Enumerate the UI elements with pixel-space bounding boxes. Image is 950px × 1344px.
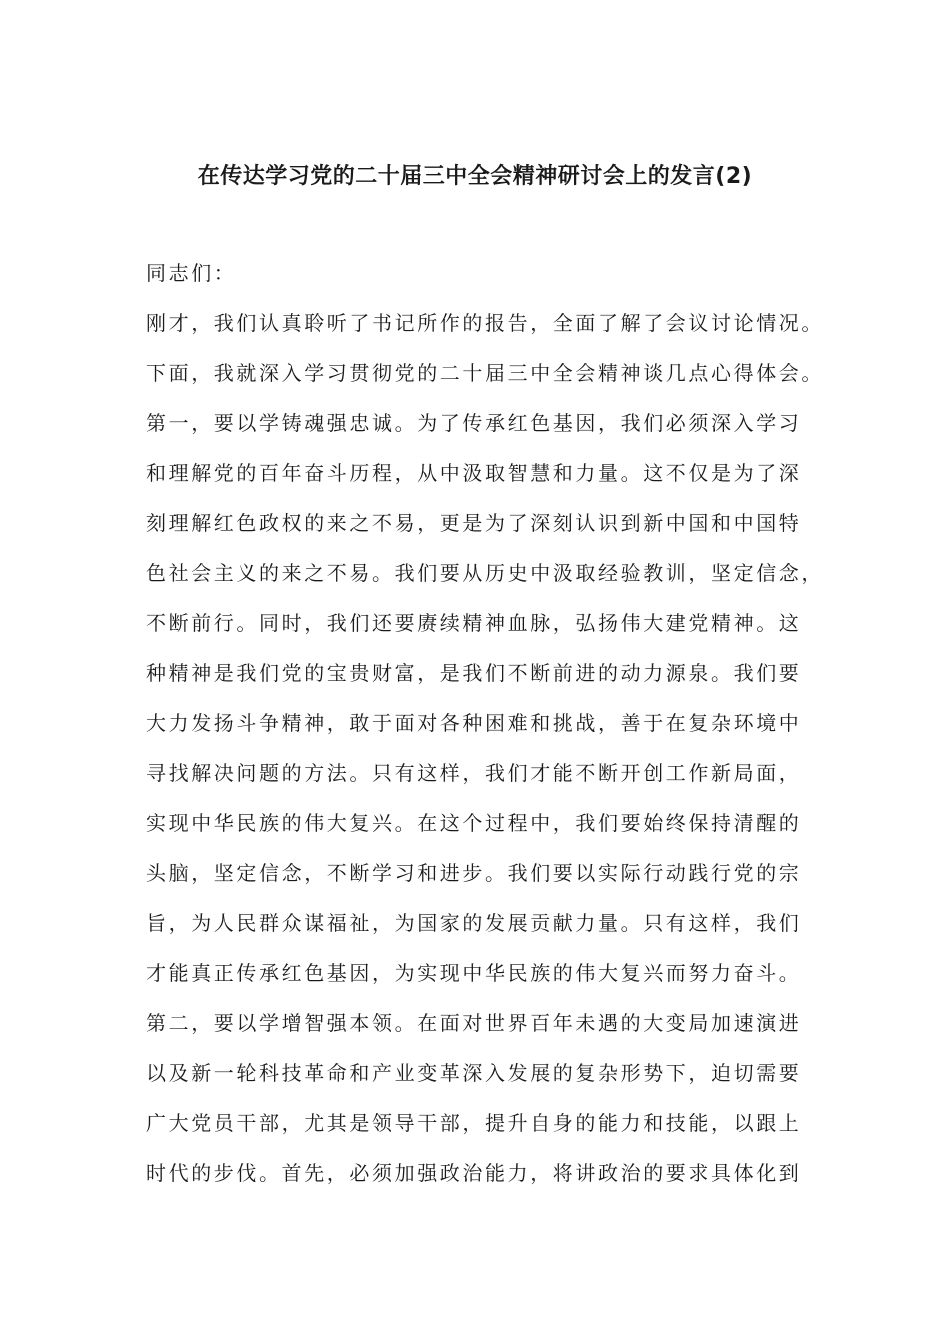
body-line: 大力发扬斗争精神，敢于面对各种困难和挑战，善于在复杂环境中 (146, 711, 802, 735)
body-line: 以及新一轮科技革命和产业变革深入发展的复杂形势下，迫切需要 (146, 1061, 802, 1085)
body-line: 第一，要以学铸魂强忠诚。为了传承红色基因，我们必须深入学习 (146, 411, 802, 435)
body-line: 广大党员干部，尤其是领导干部，提升自身的能力和技能，以跟上 (146, 1111, 802, 1135)
body-line: 实现中华民族的伟大复兴。在这个过程中，我们要始终保持清醒的 (146, 811, 802, 835)
body-line: 头脑，坚定信念，不断学习和进步。我们要以实际行动践行党的宗 (146, 861, 802, 885)
body-line: 旨，为人民群众谋福祉，为国家的发展贡献力量。只有这样，我们 (146, 911, 802, 935)
body-line: 刚才，我们认真聆听了书记所作的报告，全面了解了会议讨论情况。 (146, 311, 824, 335)
body-line: 和理解党的百年奋斗历程，从中汲取智慧和力量。这不仅是为了深 (146, 461, 802, 485)
body-line: 种精神是我们党的宝贵财富，是我们不断前进的动力源泉。我们要 (146, 661, 802, 685)
body-line: 不断前行。同时，我们还要赓续精神血脉，弘扬伟大建党精神。这 (146, 611, 802, 635)
body-line: 寻找解决问题的方法。只有这样，我们才能不断开创工作新局面， (146, 761, 802, 785)
body-line: 才能真正传承红色基因，为实现中华民族的伟大复兴而努力奋斗。 (146, 961, 802, 985)
body-line: 刻理解红色政权的来之不易，更是为了深刻认识到新中国和中国特 (146, 511, 802, 535)
document-title: 在传达学习党的二十届三中全会精神研讨会上的发言(2) (197, 164, 753, 189)
salutation: 同志们： (146, 261, 237, 285)
body-line: 色社会主义的来之不易。我们要从历史中汲取经验教训，坚定信念， (146, 561, 824, 585)
body-line: 第二，要以学增智强本领。在面对世界百年未遇的大变局加速演进 (146, 1011, 802, 1035)
document-body (146, 255, 824, 1205)
body-line: 时代的步伐。首先，必须加强政治能力，将讲政治的要求具体化到 (146, 1161, 802, 1185)
body-line: 下面，我就深入学习贯彻党的二十届三中全会精神谈几点心得体会。 (146, 361, 824, 385)
